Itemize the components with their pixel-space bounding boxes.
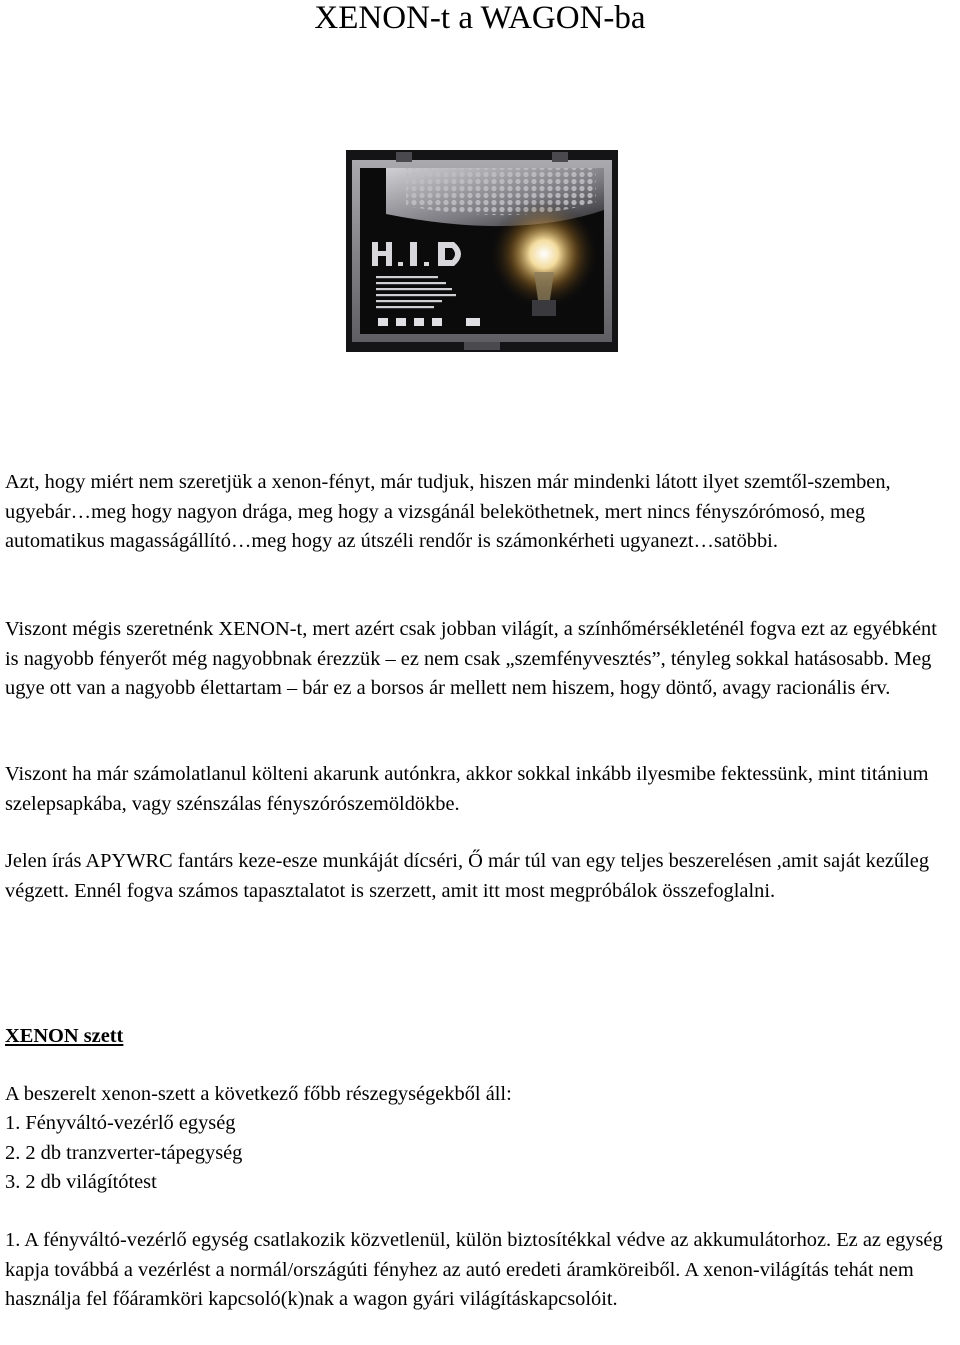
hid-case-illustration [346,150,618,352]
page-title: XENON-t a WAGON-ba [314,0,646,36]
hid-kit-photo [346,150,618,352]
paragraph-intro: Azt, hogy miért nem szeretjük a xenon-fényt, már tudjuk, hiszen már mindenki látott ilyet szemtől-szemben, ugyebár…meg hogy nagyon drága, meg hogy a vizsgánál beleköthetnek, mert nincs fényszórómosó, meg automatikus magasságállító…meg hogy az útszéli rendőr is számonkérheti ugyanezt…satöbbi. [5,471,891,552]
component-list [5,1109,955,1198]
list-item: 2. 2 db tranzverter-tápegység [5,1141,243,1164]
paragraph-credits: Jelen írás APYWRC fantárs keze-esze munkáját dícséri, Ő már túl van egy teljes beszerelésen ,amit saját kezűleg végzett. Ennél fogva számos tapasztalatot is szerzett, amit itt most megpróbálok összefoglalni. [5,850,930,902]
paragraph-spending: Viszont ha már számolatlanul költeni akarunk autónkra, akkor sokkal inkább ilyesmibe fektessünk, mint titánium szelepsapkába, vagy szénszálas fényszórószemöldökbe. [5,763,929,815]
list-item: 3. 2 db világítótest [5,1171,157,1193]
section-detail: 1. A fényváltó-vezérlő egység csatlakozik közvetlenül, külön biztosítékkal védve az akkumulátorhoz. Ez az egység kapja továbbá a vezérlést a normál/országúti fényhez az autó eredeti áramköreiből. A xenon-világítás tehát nem használja fel főáramköri kapcsoló(k)nak a wagon gyári világításkapcsolóit. [5,1229,943,1310]
list-item: 1. Fényváltó-vezérlő egység [5,1112,236,1134]
section-intro: A beszerelt xenon-szett a következő főbb részegységekből áll: [5,1083,512,1105]
paragraph-reasons: Viszont mégis szeretnénk XENON-t, mert azért csak jobban világít, a színhőmérsékleténél fogva ezt az egyébként is nagyobb fényerőt még nagyobbnak érezzük – ez nem csak „szemfényvesztés”, tényleg sokkal hatásosabb. Meg ugye ott van a nagyobb élettartam – bár ez a borsos ár mellett nem hiszem, hogy döntő, avagy racionális érv. [5,618,937,699]
section-heading: XENON szett [5,1025,124,1047]
